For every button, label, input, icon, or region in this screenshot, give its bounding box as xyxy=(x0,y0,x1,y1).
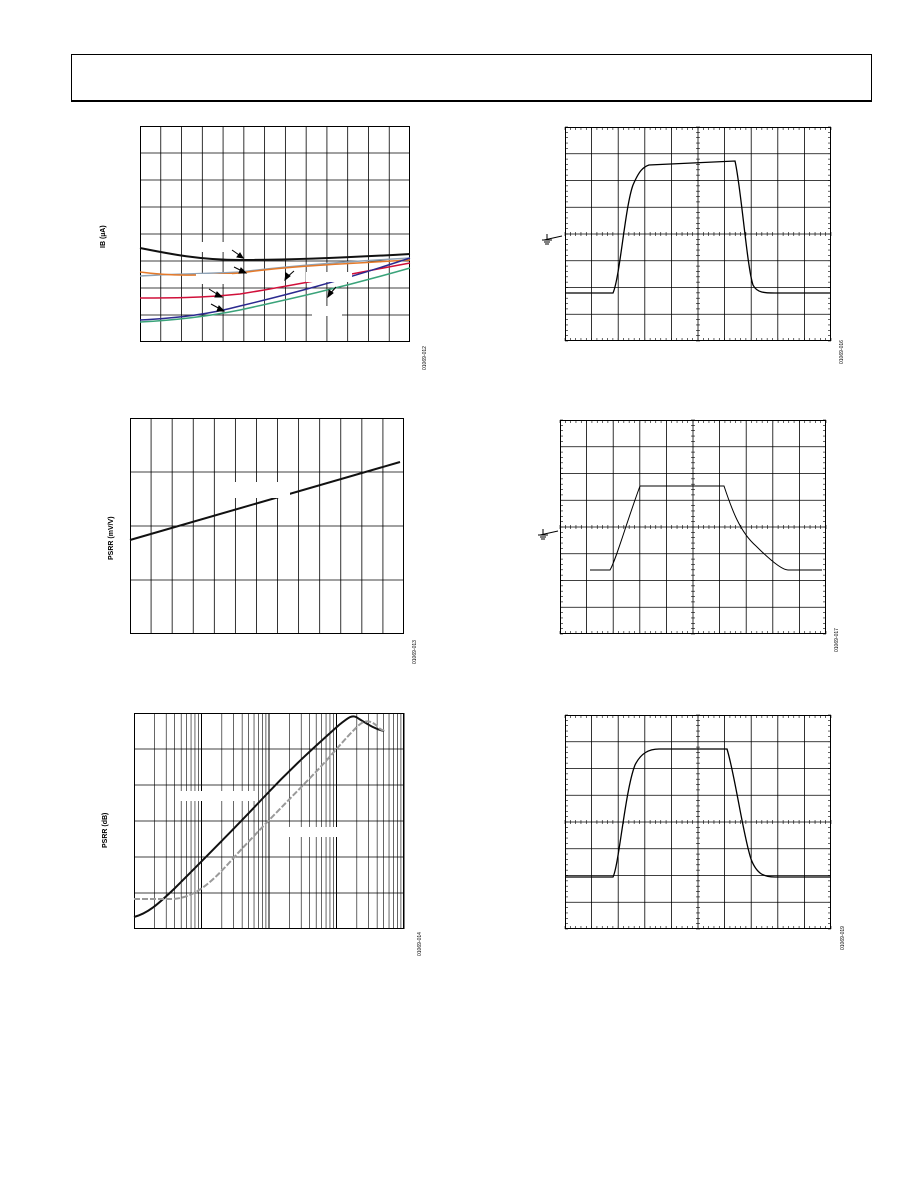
scope-1-grid xyxy=(565,127,831,341)
figure-psrr-dc xyxy=(130,418,404,634)
ib-chart xyxy=(140,126,410,342)
ib-ylabel: IB (µA) xyxy=(100,225,107,248)
figure-scope-1 xyxy=(565,127,831,341)
scope-2-ground-icon xyxy=(536,527,560,548)
psrr-dc-line xyxy=(130,462,400,540)
psrr-freq-code: 01069-014 xyxy=(417,932,423,956)
ib-label-masks xyxy=(194,242,352,316)
psrr-dc-ylabel: PSRR (mV/V) xyxy=(108,516,115,560)
ib-code: 01069-012 xyxy=(422,346,428,370)
psrr-freq-curve-gray xyxy=(134,721,386,899)
ib-curve-blue xyxy=(140,258,410,320)
ib-curves xyxy=(140,248,410,322)
page-header xyxy=(71,54,872,102)
figure-scope-2 xyxy=(560,420,826,634)
psrr-freq-chart xyxy=(134,713,404,929)
ib-curve-black xyxy=(140,248,410,260)
ib-grid xyxy=(140,126,410,342)
psrr-freq-curve-black xyxy=(134,716,384,917)
scope-3-chart xyxy=(565,715,831,929)
scope-2-chart xyxy=(560,420,826,634)
scope-2-trace xyxy=(590,486,822,570)
figure-psrr-freq xyxy=(134,713,404,929)
scope-2-code: 01069-017 xyxy=(834,628,840,652)
ib-curve-teal xyxy=(140,268,410,322)
figure-ib xyxy=(140,126,410,342)
psrr-dc-grid xyxy=(130,418,404,634)
scope-2-grid xyxy=(560,420,826,634)
psrr-dc-chart xyxy=(130,418,404,634)
scope-1-ground-icon xyxy=(540,232,564,253)
figure-scope-3 xyxy=(565,715,831,929)
psrr-dc-label-mask xyxy=(216,482,290,498)
scope-3-code: 01069-019 xyxy=(840,926,846,950)
psrr-dc-code: 01069-013 xyxy=(412,640,418,664)
scope-1-chart xyxy=(565,127,831,341)
scope-3-grid xyxy=(565,715,831,929)
psrr-freq-ylabel: PSRR (dB) xyxy=(102,812,109,848)
scope-1-code: 01069-016 xyxy=(839,340,845,364)
